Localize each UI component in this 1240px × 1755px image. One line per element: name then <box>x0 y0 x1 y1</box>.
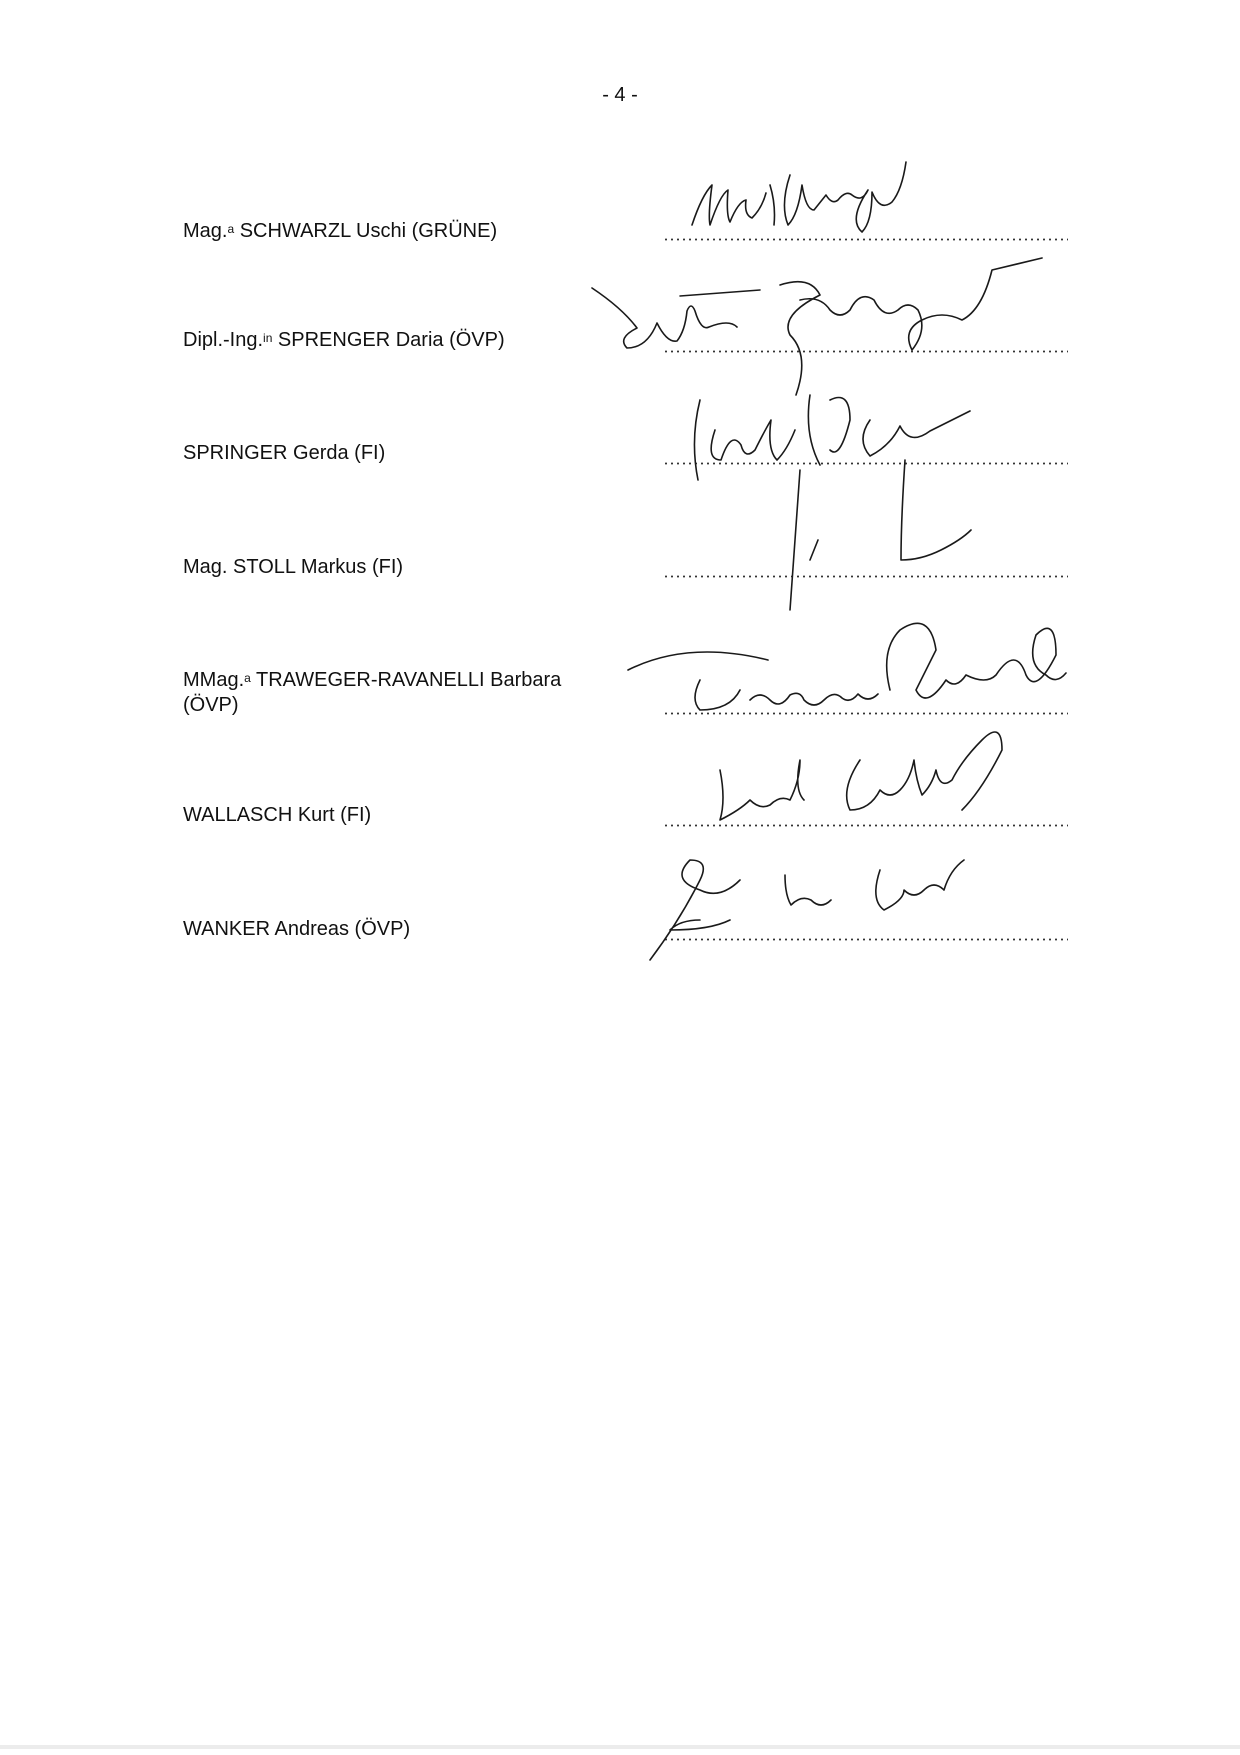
signer-name: Mag. STOLL Markus (FI) <box>183 556 404 578</box>
page-edge <box>0 1745 1240 1749</box>
signer-wallasch <box>183 803 371 828</box>
signer-stoll <box>183 555 403 580</box>
signer-name: TRAWEGER-RAVANELLI Barbara <box>250 669 562 691</box>
signer-name: SPRINGER Gerda (FI) <box>183 442 386 464</box>
signer-name: WANKER Andreas (ÖVP) <box>183 918 411 940</box>
signature-traweger-ravanelli <box>628 623 1066 710</box>
signature-line <box>663 938 1068 941</box>
signer-name: SCHWARZL Uschi (GRÜNE) <box>234 220 498 242</box>
signer-party: (ÖVP) <box>183 694 239 716</box>
signer-title-sup: a <box>244 671 251 685</box>
signature-line <box>663 462 1068 465</box>
signature-line <box>663 350 1068 353</box>
signature-line <box>663 575 1068 578</box>
signer-traweger-ravanelli <box>183 668 561 718</box>
signer-name: SPRENGER Daria (ÖVP) <box>272 329 505 351</box>
signature-line <box>663 712 1068 715</box>
page-number: - 4 - <box>602 84 638 106</box>
signer-sprenger <box>183 328 505 353</box>
signer-prefix: Dipl.-Ing. <box>183 329 264 351</box>
signature-schwarzl <box>692 162 906 232</box>
signer-wanker <box>183 917 410 942</box>
signature-stoll <box>790 460 971 610</box>
signature-line <box>663 238 1068 241</box>
signature-wanker <box>650 860 964 960</box>
signature-wallasch <box>720 732 1002 820</box>
signer-springer <box>183 441 385 466</box>
signer-prefix: Mag. <box>183 220 228 242</box>
signer-title-sup: a <box>227 222 235 236</box>
signer-title-sup: in <box>263 331 273 345</box>
signature-sprenger <box>592 258 1042 395</box>
signer-name: WALLASCH Kurt (FI) <box>183 804 372 826</box>
signer-prefix: MMag. <box>183 669 245 691</box>
signature-line <box>663 824 1068 827</box>
signer-schwarzl <box>183 219 497 244</box>
signature-springer <box>694 395 970 480</box>
